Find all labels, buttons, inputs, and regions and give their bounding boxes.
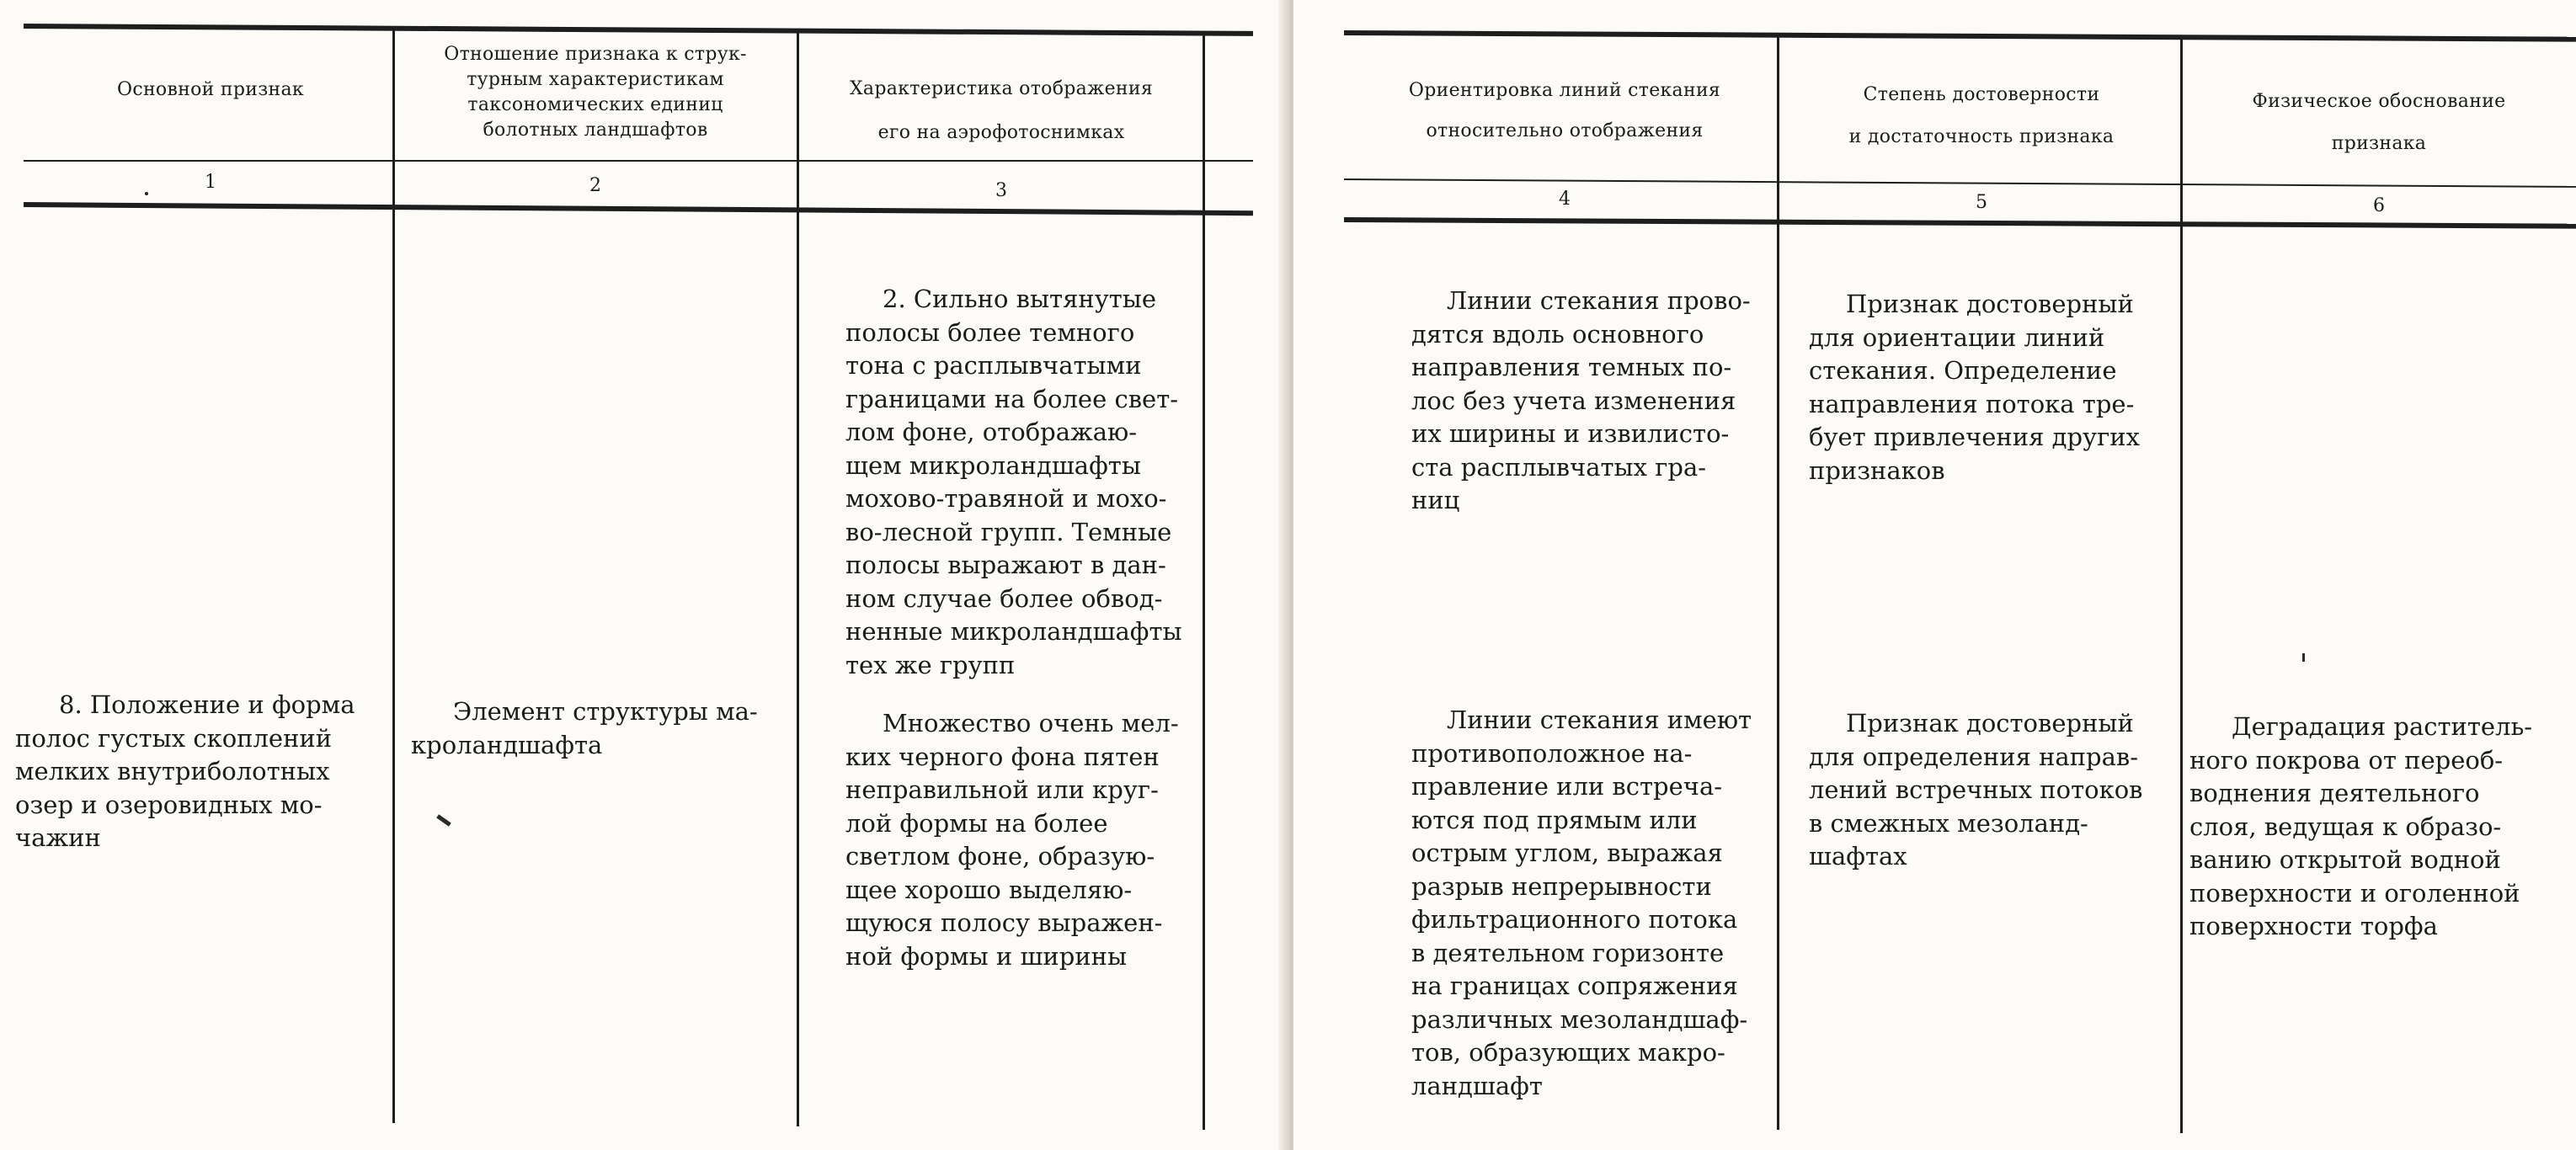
text-line: фильтрационного потока (1411, 905, 1738, 934)
header-col-2-line-1: Отношение признака к струк- (444, 44, 747, 65)
row-1-col-3-cell (845, 283, 1182, 682)
text-line: тона с расплывчатыми (845, 351, 1142, 380)
header-col-5-line-1: Степень достоверности (1863, 84, 2100, 105)
text-line: ландшафт (1411, 1071, 1543, 1100)
row-2-col-4-cell (1411, 704, 1763, 1103)
text-line: Элемент структуры ма- (453, 697, 758, 726)
print-speck (145, 192, 148, 195)
text-line: щее хорошо выделяю- (845, 875, 1133, 904)
number-row-bottom-rule-left (24, 202, 1253, 216)
text-line: мохово-травяной и мохо- (845, 484, 1167, 513)
header-col-1: Основной признак (117, 79, 304, 100)
column-number-2: 2 (589, 175, 601, 196)
text-line: для ориентации линий (1809, 322, 2105, 352)
text-line: лом фоне, отображаю- (845, 418, 1138, 446)
text-line: поверхности и оголенной (2189, 878, 2520, 908)
text-line: во-лесной групп. Темные (845, 517, 1172, 546)
text-line: воднения деятельного (2189, 779, 2480, 807)
text-line: противоположное на- (1411, 738, 1693, 768)
text-line: границами на более свет- (845, 384, 1179, 413)
table-top-rule-right (1344, 30, 2576, 42)
text-line: различных мезоландшаф- (1411, 1004, 1748, 1034)
text-line: полос густых скоплений (15, 723, 333, 753)
column-divider-1-2 (392, 29, 395, 1123)
text-line: Линии стекания имеют (1447, 705, 1752, 734)
text-line: неправильной или круг- (845, 775, 1159, 804)
text-line: Признак достоверный (1846, 290, 2134, 318)
text-line: шафтах (1809, 842, 1907, 870)
text-line: лос без учета изменения (1411, 386, 1736, 415)
header-col-2-line-3: таксономических единиц (467, 94, 723, 115)
column-divider-2-3 (797, 32, 799, 1126)
text-line: полосы выражают в дан- (845, 551, 1166, 579)
text-line: лений встречных потоков (1809, 775, 2143, 804)
text-line: ванию открытой водной (2189, 845, 2501, 874)
text-line: стекания. Определение (1809, 356, 2117, 385)
print-speck (436, 814, 451, 826)
column-divider-5-6 (2180, 39, 2183, 1133)
text-line: правление или встреча- (1411, 772, 1723, 801)
header-col-2-line-4: болотных ландшафтов (483, 120, 708, 141)
text-line: их ширины и извилисто- (1411, 419, 1730, 448)
text-line: 8. Положение и форма (59, 690, 355, 719)
text-line: тов, образующих макро- (1411, 1038, 1725, 1067)
right-page (1293, 0, 2576, 1150)
header-col-2-line-2: турным характеристикам (467, 69, 724, 90)
text-line: кроландшафта (411, 730, 603, 759)
row-1-col-4-cell (1411, 285, 1763, 518)
column-divider-4-5 (1777, 35, 1779, 1130)
text-line: Признак достоверный (1846, 709, 2134, 737)
text-line: озер и озеровидных мо- (15, 790, 323, 819)
header-col-6-line-1: Физическое обоснование (2252, 91, 2506, 112)
print-speck (2302, 653, 2305, 662)
text-line: ста расплывчатых гра- (1411, 452, 1707, 482)
text-line: Линии стекания прово- (1447, 286, 1751, 315)
row-1-col-5-cell (1809, 288, 2171, 487)
text-line: ной формы и ширины (845, 941, 1128, 971)
left-page (0, 0, 1287, 1150)
column-number-4: 4 (1559, 189, 1571, 210)
text-line: ном случае более обвод- (845, 583, 1163, 613)
header-col-6-line-2: признака (2331, 133, 2427, 154)
text-line: признаков (1809, 455, 1945, 485)
header-col-4 (1363, 71, 1767, 152)
text-line: ненные микроландшафты (845, 617, 1182, 646)
text-line: ются под прямым или (1411, 805, 1698, 834)
text-line: 2. Сильно вытянутые (883, 285, 1157, 313)
row-2-col-3-cell (845, 707, 1182, 973)
column-number-6: 6 (2373, 195, 2385, 216)
text-line: направления потока тре- (1809, 389, 2135, 418)
text-line: чажин (15, 823, 101, 852)
header-divider-right (1344, 178, 2576, 188)
row-2-col-6-cell (2189, 711, 2568, 944)
header-col-4-line-1: Ориентировка линий стекания (1408, 80, 1721, 101)
header-col-4-line-2: относительно отображения (1426, 120, 1704, 141)
text-line: бует привлечения других (1809, 423, 2140, 451)
header-col-5 (1787, 74, 2176, 158)
row-2-col-1-cell (15, 689, 377, 855)
header-col-5-line-2: и достаточность признака (1848, 126, 2115, 147)
header-col-3-line-1: Характеристика отображения (849, 78, 1154, 99)
text-line: разрыв непрерывности (1411, 871, 1712, 901)
text-line: лой формы на более (845, 808, 1108, 838)
header-col-2 (401, 42, 790, 143)
text-line: Деградация раститель- (2232, 712, 2533, 741)
header-col-3 (807, 67, 1196, 155)
column-divider-3-edge (1203, 35, 1205, 1130)
table-top-rule-left (24, 24, 1253, 36)
text-line: ких черного фона пятен (845, 742, 1160, 771)
number-row-bottom-rule-right (1344, 217, 2576, 229)
text-line: направления темных по- (1411, 353, 1732, 381)
text-line: тех же групп (845, 650, 1016, 679)
text-line: мелких внутриболотных (15, 757, 330, 785)
column-number-1: 1 (205, 172, 216, 193)
text-line: в деятельном горизонте (1411, 938, 1725, 967)
row-2-col-2-cell (411, 695, 785, 762)
text-line: полосы более темного (845, 317, 1135, 347)
text-line: на границах сопряжения (1411, 972, 1738, 1000)
header-col-3-line-2: его на аэрофотоснимках (877, 122, 1125, 143)
text-line: поверхности торфа (2189, 912, 2438, 940)
row-2-col-5-cell (1809, 707, 2171, 874)
text-line: в смежных мезоланд- (1809, 808, 2088, 838)
header-col-6 (2189, 81, 2568, 165)
text-line: щуюся полосу выражен- (845, 908, 1163, 937)
text-line: ного покрова от переоб- (2189, 745, 2504, 775)
text-line: щем микроландшафты (845, 450, 1141, 480)
text-line: Множество очень мел- (883, 709, 1179, 737)
header-divider-left (24, 160, 1253, 162)
text-line: слоя, ведущая к образо- (2189, 812, 2502, 841)
text-line: ниц (1411, 486, 1460, 514)
text-line: острым углом, выражая (1411, 839, 1723, 867)
column-number-5: 5 (1976, 192, 1987, 213)
text-line: светлом фоне, образую- (845, 842, 1155, 870)
text-line: дятся вдоль основного (1411, 319, 1704, 349)
column-number-3: 3 (995, 180, 1007, 201)
text-line: для определения направ- (1809, 742, 2139, 771)
